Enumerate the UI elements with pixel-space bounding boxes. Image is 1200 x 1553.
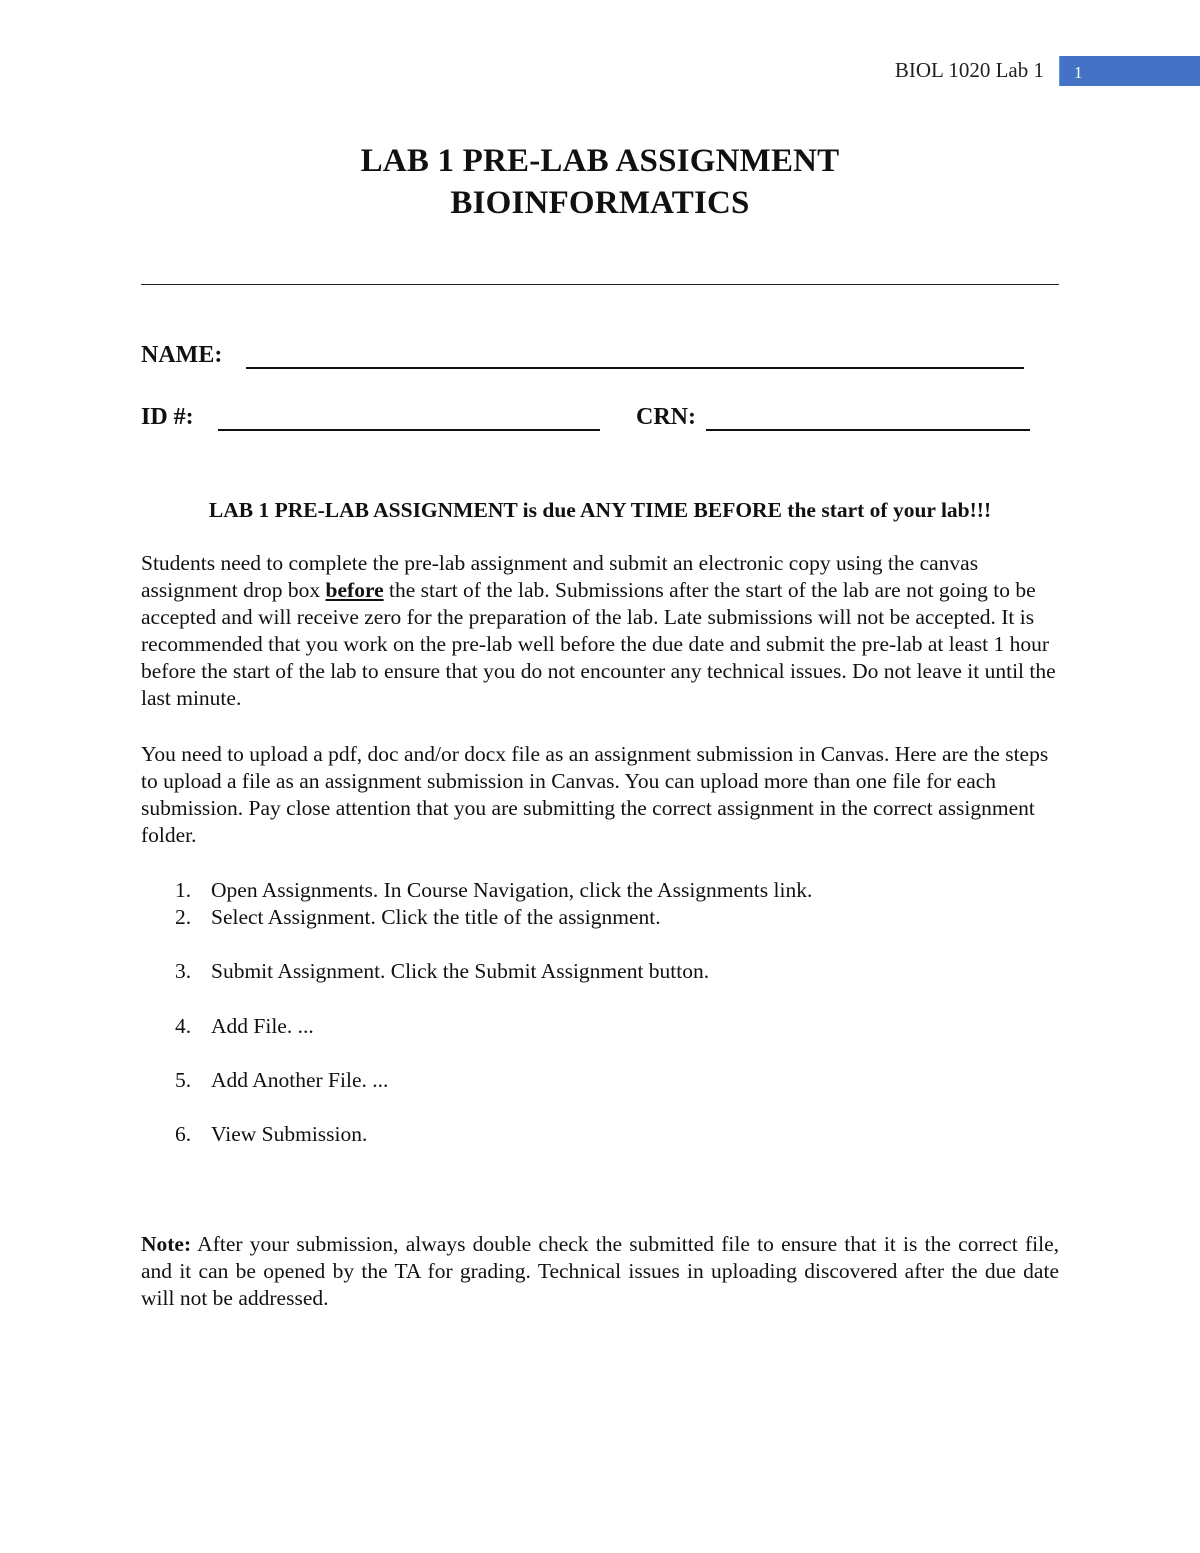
id-blank-line[interactable] [218, 429, 600, 431]
step-text: Open Assignments. In Course Navigation, click the Assignments link. [211, 878, 813, 902]
step-text: Select Assignment. Click the title of the assignment. [211, 905, 661, 929]
step-number: 5. [175, 1068, 192, 1092]
paragraph1-text-after: the start of the lab. Submissions after the start of the lab are not going to be accepted and will receive zero for the preparation of the lab. Late submissions will not be accepted. It is recommended that you work on the pre-lab well before the due date and submit the pre-lab at least 1 hour before the start of the lab to ensure that you do not encounter any technical issues. Do not leave it until the last minute. [141, 578, 1056, 710]
note-label: Note: [141, 1232, 192, 1256]
step-number: 2. [175, 905, 192, 929]
name-label: NAME: [141, 342, 223, 368]
step-number: 6. [175, 1122, 192, 1146]
id-label: ID #: [141, 404, 194, 430]
document-title: LAB 1 PRE-LAB ASSIGNMENT [360, 143, 840, 179]
step-text: Add Another File. ... [211, 1068, 389, 1092]
step-text: View Submission. [211, 1122, 368, 1146]
running-header-title: BIOL 1020 Lab 1 [894, 58, 1044, 82]
list-item [175, 958, 709, 985]
list-item [175, 877, 812, 904]
crn-label: CRN: [636, 404, 696, 430]
list-item [175, 1013, 314, 1040]
step-number: 1. [175, 878, 192, 902]
document-subtitle: BIOINFORMATICS [450, 185, 750, 221]
emphasis-before: before [325, 578, 384, 602]
list-item [175, 1121, 367, 1148]
page-number-badge: 1 [1060, 56, 1200, 86]
step-number: 3. [175, 959, 192, 983]
note-paragraph [141, 1231, 1059, 1312]
list-item [175, 904, 661, 931]
title-divider [141, 284, 1059, 285]
paragraph1-text-before: Students need to complete the pre-lab assignment and submit an electronic copy using the canvas assignment drop box [141, 551, 979, 602]
upload-paragraph: You need to upload a pdf, doc and/or docx file as an assignment submission in Canvas. Here are the steps to upload a file as an assignment submission in Canvas. You can upload more than one file for each submission. Pay close attention that you are submitting the correct assignment in the correct assignment folder. [141, 742, 1049, 847]
note-text: After your submission, always double check the submitted file to ensure that it is the correct file, and it can be opened by the TA for grading. Technical issues in uploading discovered after the due date will not be addressed. [141, 1232, 1059, 1310]
due-notice: LAB 1 PRE-LAB ASSIGNMENT is due ANY TIME BEFORE the start of your lab!!! [208, 498, 992, 522]
instructions-paragraph [141, 550, 1061, 712]
step-number: 4. [175, 1014, 192, 1038]
name-blank-line[interactable] [246, 367, 1024, 369]
step-text: Submit Assignment. Click the Submit Assignment button. [211, 959, 710, 983]
step-text: Add File. ... [211, 1014, 314, 1038]
list-item [175, 1067, 388, 1094]
crn-blank-line[interactable] [706, 429, 1030, 431]
